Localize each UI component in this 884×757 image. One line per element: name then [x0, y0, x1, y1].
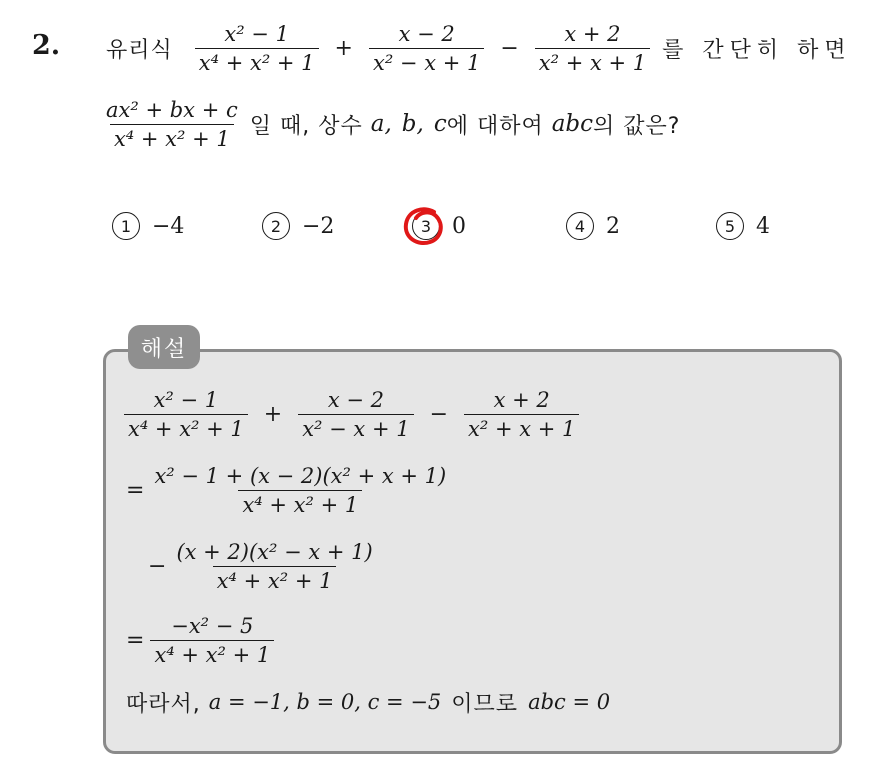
sol-term-2 [298, 388, 413, 441]
var-a: a, [370, 111, 392, 137]
sol-conclusion-prefix: 따라서, [126, 691, 201, 717]
question-line-1 [106, 16, 852, 80]
minus-operator: − [500, 35, 519, 61]
choice-1[interactable] [112, 212, 184, 240]
term-3-denominator: x² + x + 1 [538, 50, 647, 75]
result-numerator: ax² + bx + c [106, 97, 238, 122]
choice-4-number: 4 [566, 212, 594, 240]
question-term-2 [369, 22, 484, 75]
solution-line-5 [126, 686, 610, 718]
sol-equals-1: = [126, 478, 145, 503]
sol-conclusion-mid: 이므로 [451, 691, 519, 717]
choice-4-value: 2 [606, 213, 620, 239]
question-tail-text-3: 의 값은? [593, 113, 681, 139]
term-3-numerator: x + 2 [564, 21, 621, 46]
question-line-2 [106, 92, 680, 156]
choice-5-number: 5 [716, 212, 744, 240]
choice-2[interactable] [262, 212, 334, 240]
question-tail-text: 일 때, 상수 [249, 113, 363, 139]
sol-term-1-denominator: x⁴ + x² + 1 [128, 417, 244, 441]
sol-equals-2: = [126, 628, 145, 653]
question-tail-text-2: 에 대하여 [446, 113, 544, 139]
sol-combined-denominator: x⁴ + x² + 1 [242, 493, 359, 517]
var-abc: abc [551, 111, 594, 137]
term-1-denominator: x⁴ + x² + 1 [198, 50, 315, 75]
choice-5-value: 4 [756, 213, 770, 239]
term-2-numerator: x − 2 [398, 21, 455, 46]
sol-term-3-denominator: x² + x + 1 [468, 417, 576, 441]
choice-1-number: 1 [112, 212, 140, 240]
choice-3-value: 0 [452, 213, 466, 239]
term-2-denominator: x² − x + 1 [372, 50, 481, 75]
sol-values: a = −1, b = 0, c = −5 [208, 690, 442, 714]
sol-simplified-denominator: x⁴ + x² + 1 [154, 643, 271, 667]
choice-2-number: 2 [262, 212, 290, 240]
sol-subtract-fraction [172, 540, 376, 593]
sol-term-3-numerator: x + 2 [493, 388, 550, 412]
solution-badge: 해설 [128, 325, 200, 369]
sol-combined-fraction [150, 464, 450, 517]
var-c: c [433, 111, 447, 137]
term-1-numerator: x² − 1 [224, 21, 289, 46]
var-b: b, [401, 111, 424, 137]
sol-minus-operator: − [429, 402, 449, 427]
sol-plus-operator: + [263, 402, 283, 427]
sol-minus-2: − [148, 554, 167, 579]
sol-simplified-fraction [150, 614, 274, 667]
sol-term-1 [124, 388, 248, 441]
question-result-fraction [102, 98, 242, 151]
choice-5[interactable] [716, 212, 770, 240]
selected-answer-circle-mark [400, 204, 450, 250]
sol-subtract-denominator: x⁴ + x² + 1 [216, 569, 333, 593]
choice-2-value: −2 [302, 213, 335, 239]
choice-4[interactable] [566, 212, 620, 240]
solution-line-3 [148, 540, 385, 593]
question-intro: 유리식 [106, 37, 173, 63]
question-term-3 [535, 22, 650, 75]
question-term-1 [195, 22, 319, 75]
solution-line-4 [126, 614, 282, 667]
sol-term-3 [464, 388, 579, 441]
sol-final-answer: abc = 0 [528, 690, 611, 714]
choice-1-value: −4 [152, 213, 185, 239]
sol-term-2-numerator: x − 2 [327, 388, 384, 412]
solution-line-2 [126, 464, 458, 517]
sol-term-1-numerator: x² − 1 [153, 388, 219, 412]
sol-simplified-numerator: −x² − 5 [171, 614, 254, 638]
solution-line-1 [124, 388, 587, 441]
result-denominator: x⁴ + x² + 1 [113, 126, 230, 151]
choice-3-number: 3 [412, 212, 440, 240]
sol-combined-numerator: x² − 1 + (x − 2)(x² + x + 1) [154, 464, 447, 488]
question-suffix: 를 간단히 하면 [662, 37, 852, 63]
plus-operator: + [334, 35, 353, 61]
sol-term-2-denominator: x² − x + 1 [302, 417, 410, 441]
question-number: 2. [32, 30, 61, 61]
sol-subtract-numerator: (x + 2)(x² − x + 1) [176, 540, 373, 564]
